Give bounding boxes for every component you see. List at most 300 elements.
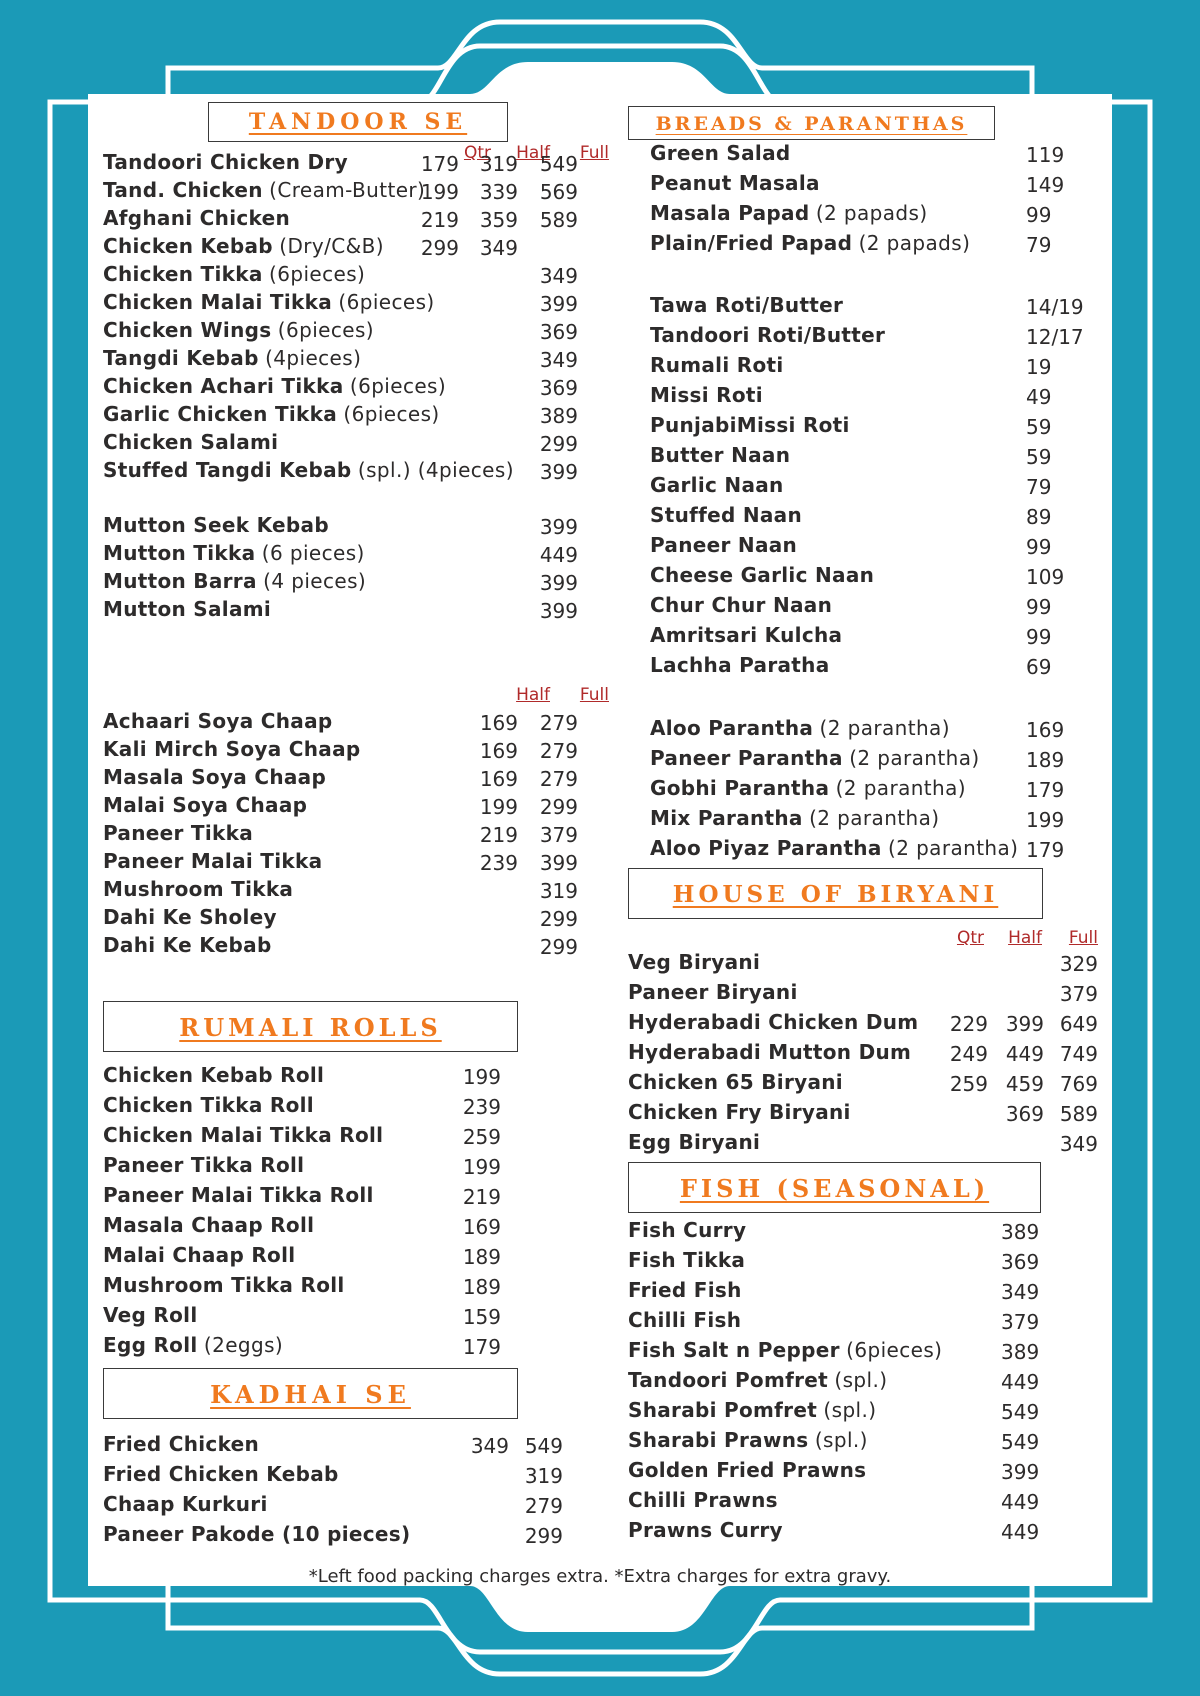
- menu-item-row: [628, 1098, 1098, 1126]
- item-title: Fish Curry: [628, 1218, 747, 1242]
- menu-item-row: [103, 260, 613, 288]
- section-title-text: KADHAI SE: [210, 1380, 411, 1409]
- menu-item-name: [103, 847, 322, 875]
- item-price: 369: [539, 376, 578, 400]
- item-price: 299: [539, 795, 578, 819]
- item-price: 79: [1026, 233, 1052, 257]
- col-header-qtr: Qtr: [463, 143, 491, 163]
- menu-item-name: [650, 471, 784, 499]
- menu-item-name: [103, 1460, 339, 1488]
- item-price: 399: [1001, 1460, 1040, 1484]
- menu-item-name: [650, 441, 790, 469]
- item-note: (spl.): [834, 1368, 888, 1392]
- item-title: Mutton Tikka: [103, 541, 256, 565]
- item-price: 389: [1001, 1340, 1040, 1364]
- item-title: Amritsari Kulcha: [650, 623, 843, 647]
- item-price: 169: [462, 1215, 501, 1239]
- menu-item-name: [103, 1181, 374, 1209]
- item-price: 589: [1059, 1102, 1098, 1126]
- menu-item-row: [628, 321, 1098, 349]
- section-title-text: TANDOOR SE: [248, 109, 468, 135]
- menu-item-name: [650, 381, 763, 409]
- item-price: 239: [462, 1095, 501, 1119]
- item-title: Chicken Fry Biryani: [628, 1100, 851, 1124]
- menu-item-row: [103, 1331, 613, 1359]
- menu-item-row: [103, 1430, 613, 1458]
- item-price: 379: [1001, 1310, 1040, 1334]
- menu-item-name: [650, 411, 850, 439]
- menu-item-name: [103, 511, 329, 539]
- menu-item-row: [103, 1490, 613, 1518]
- item-price: 169: [1026, 718, 1065, 742]
- menu-item-row: [103, 176, 613, 204]
- menu-item-name: [628, 1366, 887, 1394]
- item-title: Egg Biryani: [628, 1130, 761, 1154]
- item-title: Hyderabadi Mutton Dum: [628, 1040, 912, 1064]
- menu-item-name: [628, 1038, 911, 1066]
- menu-item-row: [628, 1246, 1098, 1274]
- left-column: [103, 0, 613, 1696]
- item-title: Sharabi Pomfret: [628, 1398, 818, 1422]
- item-price: 449: [1005, 1042, 1044, 1066]
- item-price: 319: [479, 152, 518, 176]
- menu-item-name: [628, 1068, 843, 1096]
- item-price: 649: [1059, 1012, 1098, 1036]
- menu-item-row: [103, 1181, 613, 1209]
- item-price: 299: [420, 236, 459, 260]
- menu-item-name: [628, 1486, 778, 1514]
- menu-item-name: [650, 714, 950, 742]
- item-price: 339: [479, 180, 518, 204]
- item-note: (4pieces): [265, 346, 362, 370]
- item-price: 379: [1059, 982, 1098, 1006]
- menu-item-row: [103, 372, 613, 400]
- menu-item-row: [628, 1516, 1098, 1544]
- menu-item-name: [103, 763, 326, 791]
- menu-item-row: [628, 1396, 1098, 1424]
- item-price: 399: [539, 599, 578, 623]
- menu-item-name: [103, 1490, 268, 1518]
- menu-item-row: [103, 1271, 613, 1299]
- menu-item-row: [628, 229, 1098, 257]
- item-title: Fried Chicken: [103, 1432, 260, 1456]
- menu-item-row: [628, 1216, 1098, 1244]
- menu-item-row: [103, 1091, 613, 1119]
- section-title-kadhai-se: [103, 1368, 518, 1419]
- item-price: 749: [1059, 1042, 1098, 1066]
- menu-item-name: [650, 351, 784, 379]
- menu-item-name: [628, 1246, 745, 1274]
- menu-item-row: [628, 441, 1098, 469]
- item-title: Prawns Curry: [628, 1518, 783, 1542]
- menu-item-row: [628, 501, 1098, 529]
- menu-item-row: [103, 595, 613, 623]
- menu-item-row: [628, 471, 1098, 499]
- item-price: 199: [462, 1155, 501, 1179]
- item-title: Mutton Seek Kebab: [103, 513, 329, 537]
- item-title: Chicken 65 Biryani: [628, 1070, 843, 1094]
- item-title: Kali Mirch Soya Chaap: [103, 737, 361, 761]
- menu-item-row: [628, 291, 1098, 319]
- menu-item-name: [650, 291, 843, 319]
- menu-item-row: [103, 1520, 613, 1548]
- item-title: Chicken Salami: [103, 430, 279, 454]
- item-price: 229: [949, 1012, 988, 1036]
- menu-item-name: [103, 1061, 324, 1089]
- item-title: Chicken Achari Tikka: [103, 374, 344, 398]
- item-price: 179: [1026, 838, 1065, 862]
- item-title: Chicken Wings: [103, 318, 272, 342]
- menu-item-row: [103, 344, 613, 372]
- menu-item-row: [628, 1008, 1098, 1036]
- menu-item-name: [103, 1301, 197, 1329]
- menu-item-row: [628, 774, 1098, 802]
- item-title: Malai Chaap Roll: [103, 1243, 296, 1267]
- item-price: 99: [1026, 203, 1052, 227]
- item-title: Tandoori Chicken Dry: [103, 150, 348, 174]
- menu-item-name: [103, 567, 366, 595]
- item-price: 189: [462, 1275, 501, 1299]
- item-title: Peanut Masala: [650, 171, 820, 195]
- item-price: 449: [1001, 1520, 1040, 1544]
- item-price: 549: [539, 152, 578, 176]
- menu-item-name: [103, 539, 365, 567]
- item-price: 19: [1026, 355, 1052, 379]
- item-price: 199: [1026, 808, 1065, 832]
- item-title: Masala Papad: [650, 201, 810, 225]
- menu-item-name: [103, 148, 348, 176]
- menu-item-row: [103, 428, 613, 456]
- section-title-fish-seasonal: [628, 1162, 1041, 1213]
- menu-item-row: [628, 1366, 1098, 1394]
- item-price: 239: [479, 851, 518, 875]
- menu-item-name: [628, 1008, 918, 1036]
- item-title: Aloo Piyaz Parantha: [650, 836, 882, 860]
- menu-item-row: [103, 1151, 613, 1179]
- item-price: 169: [479, 767, 518, 791]
- item-title: Masala Soya Chaap: [103, 765, 327, 789]
- menu-item-name: [103, 1430, 259, 1458]
- item-price: 369: [1001, 1250, 1040, 1274]
- item-price: 249: [949, 1042, 988, 1066]
- item-title: Missi Roti: [650, 383, 763, 407]
- item-price: 319: [524, 1464, 563, 1488]
- menu-item-row: [103, 931, 613, 959]
- item-title: Malai Soya Chaap: [103, 793, 308, 817]
- item-note: (spl.): [823, 1398, 877, 1422]
- item-title: Cheese Garlic Naan: [650, 563, 875, 587]
- menu-item-row: [628, 1038, 1098, 1066]
- menu-item-row: [628, 381, 1098, 409]
- menu-item-name: [103, 875, 293, 903]
- col-header-half-veg: Half: [516, 685, 550, 705]
- menu-item-name: [103, 931, 272, 959]
- item-title: Mushroom Tikka: [103, 877, 294, 901]
- item-title: Veg Roll: [103, 1303, 198, 1327]
- item-title: Dahi Ke Kebab: [103, 933, 272, 957]
- section-title-house-of-biryani: [628, 868, 1043, 919]
- menu-item-row: [628, 804, 1098, 832]
- item-price: 199: [462, 1065, 501, 1089]
- menu-item-row: [103, 232, 613, 260]
- item-title: Paneer Malai Tikka Roll: [103, 1183, 374, 1207]
- item-title: Green Salad: [650, 141, 791, 165]
- item-price: 199: [420, 180, 459, 204]
- menu-item-name: [103, 1211, 314, 1239]
- menu-item-row: [103, 847, 613, 875]
- item-price: 299: [539, 907, 578, 931]
- item-note: (6pieces): [343, 402, 440, 426]
- menu-item-row: [103, 456, 613, 484]
- menu-item-name: [103, 372, 446, 400]
- menu-item-row: [103, 791, 613, 819]
- menu-item-row: [103, 400, 613, 428]
- item-title: Chicken Kebab: [103, 234, 273, 258]
- menu-item-row: [103, 288, 613, 316]
- item-price: 79: [1026, 475, 1052, 499]
- menu-item-name: [628, 1306, 741, 1334]
- item-title: Butter Naan: [650, 443, 791, 467]
- menu-item-name: [628, 1396, 876, 1424]
- item-title: Afghani Chicken: [103, 206, 290, 230]
- item-price: 349: [539, 264, 578, 288]
- item-price: 399: [539, 851, 578, 875]
- menu-item-name: [650, 621, 842, 649]
- item-price: 299: [524, 1524, 563, 1548]
- section-title-rumali-rolls: [103, 1001, 518, 1052]
- menu-item-name: [103, 1121, 383, 1149]
- menu-item-name: [628, 1336, 942, 1364]
- item-title: Masala Chaap Roll: [103, 1213, 315, 1237]
- menu-item-row: [628, 591, 1098, 619]
- item-price: 399: [539, 292, 578, 316]
- item-title: Chaap Kurkuri: [103, 1492, 268, 1516]
- section-title-text: HOUSE OF BIRYANI: [672, 881, 999, 908]
- item-price: 12/17: [1026, 325, 1084, 349]
- item-price: 349: [1059, 1132, 1098, 1156]
- menu-item-name: [103, 232, 384, 260]
- item-price: 49: [1026, 385, 1052, 409]
- menu-item-name: [650, 229, 970, 257]
- item-price: 389: [539, 404, 578, 428]
- menu-item-name: [650, 834, 1018, 862]
- item-title: Lachha Paratha: [650, 653, 830, 677]
- item-price: 549: [1001, 1400, 1040, 1424]
- item-price: 329: [1059, 952, 1098, 976]
- item-title: Paneer Malai Tikka: [103, 849, 323, 873]
- item-price: 369: [539, 320, 578, 344]
- menu-item-name: [628, 1426, 868, 1454]
- menu-item-row: [103, 1211, 613, 1239]
- item-price: 549: [524, 1434, 563, 1458]
- menu-item-name: [103, 1331, 283, 1359]
- col-header-half: Half: [516, 143, 550, 163]
- item-price: 369: [1005, 1102, 1044, 1126]
- item-note: (6 pieces): [261, 541, 365, 565]
- menu-item-name: [650, 199, 928, 227]
- item-price: 279: [539, 739, 578, 763]
- item-price: 259: [949, 1072, 988, 1096]
- menu-item-name: [628, 948, 760, 976]
- item-price: 159: [462, 1305, 501, 1329]
- menu-item-row: [628, 351, 1098, 379]
- item-price: 349: [479, 236, 518, 260]
- item-note: (6pieces): [846, 1338, 943, 1362]
- item-price: 279: [539, 767, 578, 791]
- item-title: Fish Salt n Pepper: [628, 1338, 840, 1362]
- item-price: 219: [420, 208, 459, 232]
- menu-item-row: [103, 875, 613, 903]
- item-note: (2 parantha): [819, 716, 950, 740]
- menu-item-row: [103, 511, 613, 539]
- menu-item-name: [103, 1151, 304, 1179]
- item-price: 199: [479, 795, 518, 819]
- item-price: 349: [1001, 1280, 1040, 1304]
- menu-item-name: [103, 344, 361, 372]
- item-note: (6pieces): [269, 262, 366, 286]
- item-title: Egg Roll: [103, 1333, 198, 1357]
- item-title: Aloo Parantha: [650, 716, 814, 740]
- menu-item-row: [103, 1460, 613, 1488]
- menu-item-name: [103, 176, 425, 204]
- item-price: 219: [479, 823, 518, 847]
- item-title: Tangdi Kebab: [103, 346, 259, 370]
- item-title: Veg Biryani: [628, 950, 761, 974]
- menu-item-row: [628, 621, 1098, 649]
- item-note: (spl.) (4pieces): [357, 458, 514, 482]
- item-title: Stuffed Naan: [650, 503, 803, 527]
- menu-item-name: [650, 774, 966, 802]
- item-price: 349: [539, 348, 578, 372]
- item-price: 589: [539, 208, 578, 232]
- menu-item-row: [103, 204, 613, 232]
- menu-item-name: [103, 595, 271, 623]
- item-price: 59: [1026, 415, 1052, 439]
- menu-item-row: [103, 567, 613, 595]
- item-title: Mutton Barra: [103, 569, 257, 593]
- item-price: 389: [1001, 1220, 1040, 1244]
- menu-item-row: [628, 978, 1098, 1006]
- menu-item-row: [628, 1456, 1098, 1484]
- menu-item-row: [103, 1121, 613, 1149]
- menu-item-name: [650, 139, 790, 167]
- item-price: 449: [1001, 1370, 1040, 1394]
- item-note: (6pieces): [277, 318, 375, 342]
- menu-item-row: [103, 735, 613, 763]
- menu-item-name: [103, 316, 374, 344]
- item-title: Chicken Malai Tikka: [103, 290, 333, 314]
- menu-item-row: [103, 148, 613, 176]
- item-note: (2eggs): [203, 1333, 284, 1357]
- item-title: Fish Tikka: [628, 1248, 746, 1272]
- menu-item-row: [103, 819, 613, 847]
- item-price: 179: [1026, 778, 1065, 802]
- menu-item-row: [103, 1241, 613, 1269]
- item-title: Chur Chur Naan: [650, 593, 833, 617]
- item-price: 169: [479, 711, 518, 735]
- item-title: Mix Parantha: [650, 806, 803, 830]
- item-note: (2 papads): [815, 201, 928, 225]
- item-title: Paneer Biryani: [628, 980, 798, 1004]
- menu-item-name: [650, 744, 980, 772]
- menu-item-name: [103, 903, 277, 931]
- item-title: Achaari Soya Chaap: [103, 709, 333, 733]
- item-title: Fried Chicken Kebab: [103, 1462, 339, 1486]
- item-price: 399: [539, 571, 578, 595]
- item-note: (2 parantha): [849, 746, 980, 770]
- section-title-breads-paranthas: [628, 106, 995, 140]
- item-title: Plain/Fried Papad: [650, 231, 853, 255]
- col-header-full: Full: [579, 143, 609, 163]
- item-price: 399: [1005, 1012, 1044, 1036]
- item-price: 379: [539, 823, 578, 847]
- item-price: 279: [524, 1494, 563, 1518]
- menu-item-row: [628, 169, 1098, 197]
- menu-item-name: [650, 169, 820, 197]
- menu-item-name: [103, 1271, 345, 1299]
- menu-item-row: [628, 714, 1098, 742]
- menu-item-name: [103, 456, 514, 484]
- item-title: Gobhi Parantha: [650, 776, 830, 800]
- item-title: Chicken Malai Tikka Roll: [103, 1123, 384, 1147]
- menu-item-row: [628, 199, 1098, 227]
- item-note: (6pieces): [349, 374, 447, 398]
- menu-item-row: [628, 1486, 1098, 1514]
- menu-item-name: [628, 1098, 851, 1126]
- biryani-header-half: Half: [1008, 928, 1042, 948]
- item-title: Garlic Chicken Tikka: [103, 402, 338, 426]
- item-price: 549: [1001, 1430, 1040, 1454]
- menu-item-row: [628, 1336, 1098, 1364]
- section-title-text: RUMALI ROLLS: [179, 1013, 442, 1042]
- item-price: 569: [539, 180, 578, 204]
- section-title-text: BREADS & PARANTHAS: [655, 113, 968, 135]
- menu-item-row: [628, 1276, 1098, 1304]
- item-note: (2 parantha): [809, 806, 940, 830]
- section-title-text: FISH (SEASONAL): [679, 1174, 990, 1203]
- menu-item-name: [628, 1516, 783, 1544]
- menu-item-name: [650, 804, 939, 832]
- item-price: 449: [539, 543, 578, 567]
- menu-item-row: [103, 707, 613, 735]
- item-title: Paneer Tikka Roll: [103, 1153, 305, 1177]
- item-title: Paneer Naan: [650, 533, 798, 557]
- menu-item-name: [650, 531, 797, 559]
- item-note: (2 parantha): [835, 776, 966, 800]
- item-title: Paneer Parantha: [650, 746, 843, 770]
- item-price: 319: [539, 879, 578, 903]
- item-price: 149: [1026, 173, 1065, 197]
- item-title: Paneer Pakode (10 pieces): [103, 1522, 411, 1546]
- item-title: Mutton Salami: [103, 597, 272, 621]
- item-price: 189: [1026, 748, 1065, 772]
- menu-item-name: [650, 501, 802, 529]
- item-price: 119: [1026, 143, 1065, 167]
- menu-item-row: [103, 903, 613, 931]
- item-title: Hyderabadi Chicken Dum: [628, 1010, 919, 1034]
- item-price: 109: [1026, 565, 1065, 589]
- menu-item-name: [628, 1216, 746, 1244]
- item-price: 449: [1001, 1490, 1040, 1514]
- item-note: (2 parantha): [888, 836, 1019, 860]
- menu-item-row: [628, 561, 1098, 589]
- item-title: Sharabi Prawns: [628, 1428, 809, 1452]
- item-title: Rumali Roti: [650, 353, 784, 377]
- item-price: 189: [462, 1245, 501, 1269]
- menu-item-row: [103, 316, 613, 344]
- item-price: 99: [1026, 625, 1052, 649]
- col-header-full-veg: Full: [579, 685, 609, 705]
